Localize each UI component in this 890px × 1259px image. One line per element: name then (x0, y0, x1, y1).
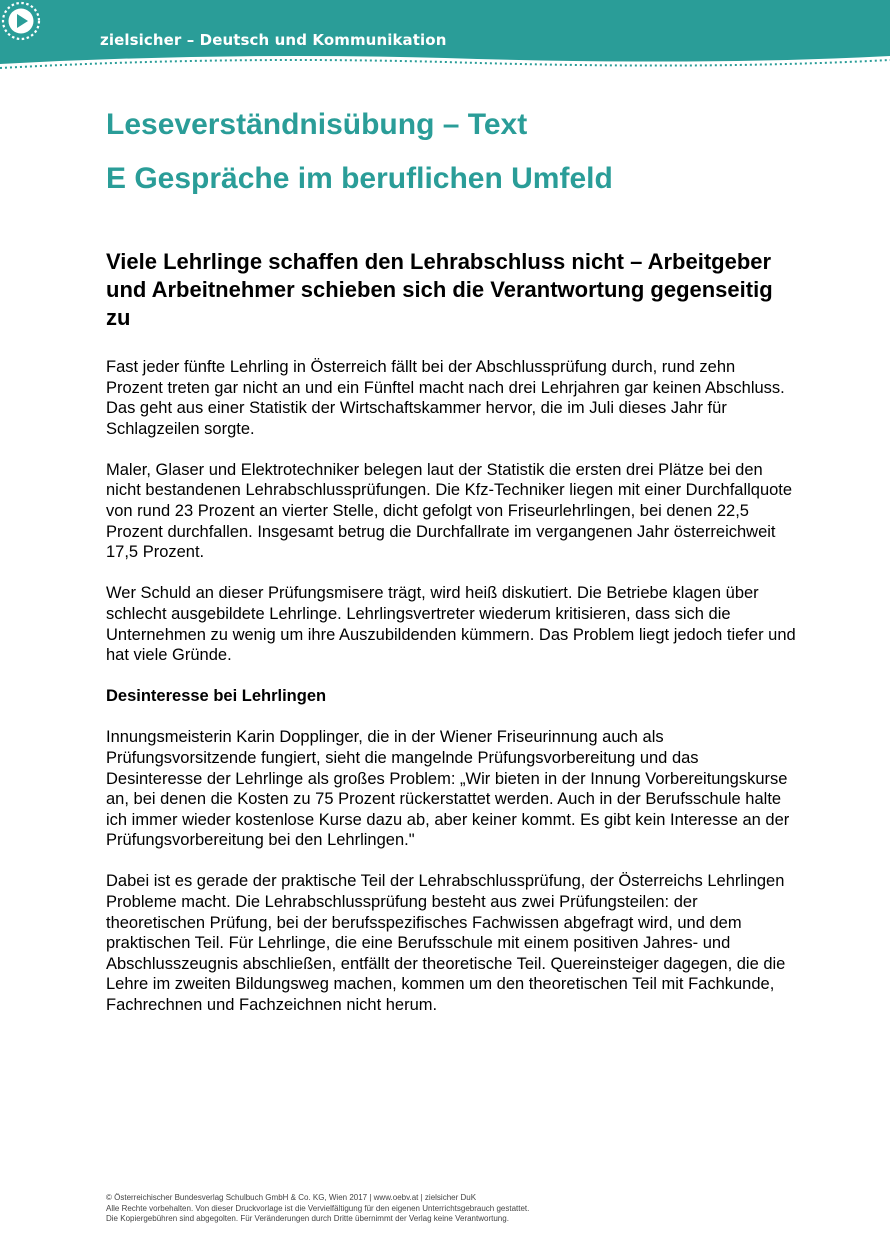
paragraph: Innungsmeisterin Karin Dopplinger, die in der Wiener Friseurinnung auch als Prüfungsvorsitzende fungiert, sieht die mangelnde Prüfungsvorbereitung und das Desinteresse der Lehrlinge als großes Problem: „Wir bieten in der Innung Vorbereitungskurse an, bei denen die Kosten zu 75 Prozent rückerstattet werden. Auch in der Berufsschule halte ich immer wieder kostenlose Kurse dazu ab, aber keiner kommt. Es gibt kein Interesse an der Prüfungsvorbereitung bei den Lehrlingen." (106, 728, 790, 850)
copyright-footer (106, 1193, 806, 1225)
paragraph: Maler, Glaser und Elektrotechniker belegen laut der Statistik die ersten drei Plätze bei den nicht bestandenen Lehrabschlussprüfungen. Die Kfz-Techniker liegen mit einer Durchfallquote von rund 23 Prozent an vierter Stelle, dicht gefolgt von Friseurlehrlingen, bei denen 22,5 Prozent durchfallen. Insgesamt betrug die Durchfallrate im vergangenen Jahr österreichweit 17,5 Prozent. (106, 460, 793, 562)
footer-line: Die Kopiergebühren sind abgegolten. Für Veränderungen durch Dritte übernimmt der Verlag keine Verantwortung. (106, 1214, 509, 1223)
page-subtitle: E Gespräche im beruflichen Umfeld (106, 162, 613, 195)
article-headline: Viele Lehrlinge schaffen den Lehrabschluss nicht – Arbeitgeber und Arbeitnehmer schieben sich die Verantwortung gegenseitig zu (106, 249, 773, 330)
paragraph: Dabei ist es gerade der praktische Teil der Lehrabschlussprüfung, der Österreichs Lehrlingen Probleme macht. Die Lehrabschlussprüfung besteht aus zwei Prüfungsteilen: der theoretischen Prüfung, bei der berufsspezifisches Fachwissen abgefragt wird, und dem praktischen Teil. Für Lehrlinge, die eine Berufsschule mit einem positiven Jahres- und Abschlusszeugnis abschließen, entfällt der theoretische Teil. Quereinsteiger dagegen, die die Lehre im zweiten Bildungsweg machen, kommen um den theoretischen Teil mit Fachkunde, Fachrechnen und Fachzeichnen nicht herum. (106, 872, 786, 1014)
footer-line: © Österreichischer Bundesverlag Schulbuch GmbH & Co. KG, Wien 2017 | www.oebv.at | zielsicher DuK (106, 1193, 477, 1202)
document-body (106, 104, 796, 1016)
paragraph: Fast jeder fünfte Lehrling in Österreich fällt bei der Abschlussprüfung durch, rund zehn Prozent treten gar nicht an und ein Fünftel macht nach drei Lehrjahren gar keinen Abschluss. Das geht aus einer Statistik der Wirtschaftskammer hervor, die im Juli dieses Jahr für Schlagzeilen sorgte. (106, 358, 785, 438)
footer-line: Alle Rechte vorbehalten. Von dieser Druckvorlage ist die Vervielfältigung für den eigenen Unterrichtsgebrauch gestattet. (106, 1203, 530, 1213)
play-circle-icon (0, 0, 42, 42)
header-banner (0, 0, 890, 75)
brand-name: zielsicher – Deutsch und Kommunikation (100, 31, 447, 49)
section-heading: Desinteresse bei Lehrlingen (106, 687, 327, 706)
paragraph: Wer Schuld an dieser Prüfungsmisere trägt, wird heiß diskutiert. Die Betriebe klagen über schlecht ausgebildete Lehrlinge. Lehrlingsvertreter wiederum kritisieren, dass sich die Unternehmen zu wenig um ihre Auszubildenden kümmern. Das Problem liegt jedoch tiefer und hat viele Gründe. (106, 584, 796, 665)
page-title: Leseverständnisübung – Text (106, 108, 528, 141)
